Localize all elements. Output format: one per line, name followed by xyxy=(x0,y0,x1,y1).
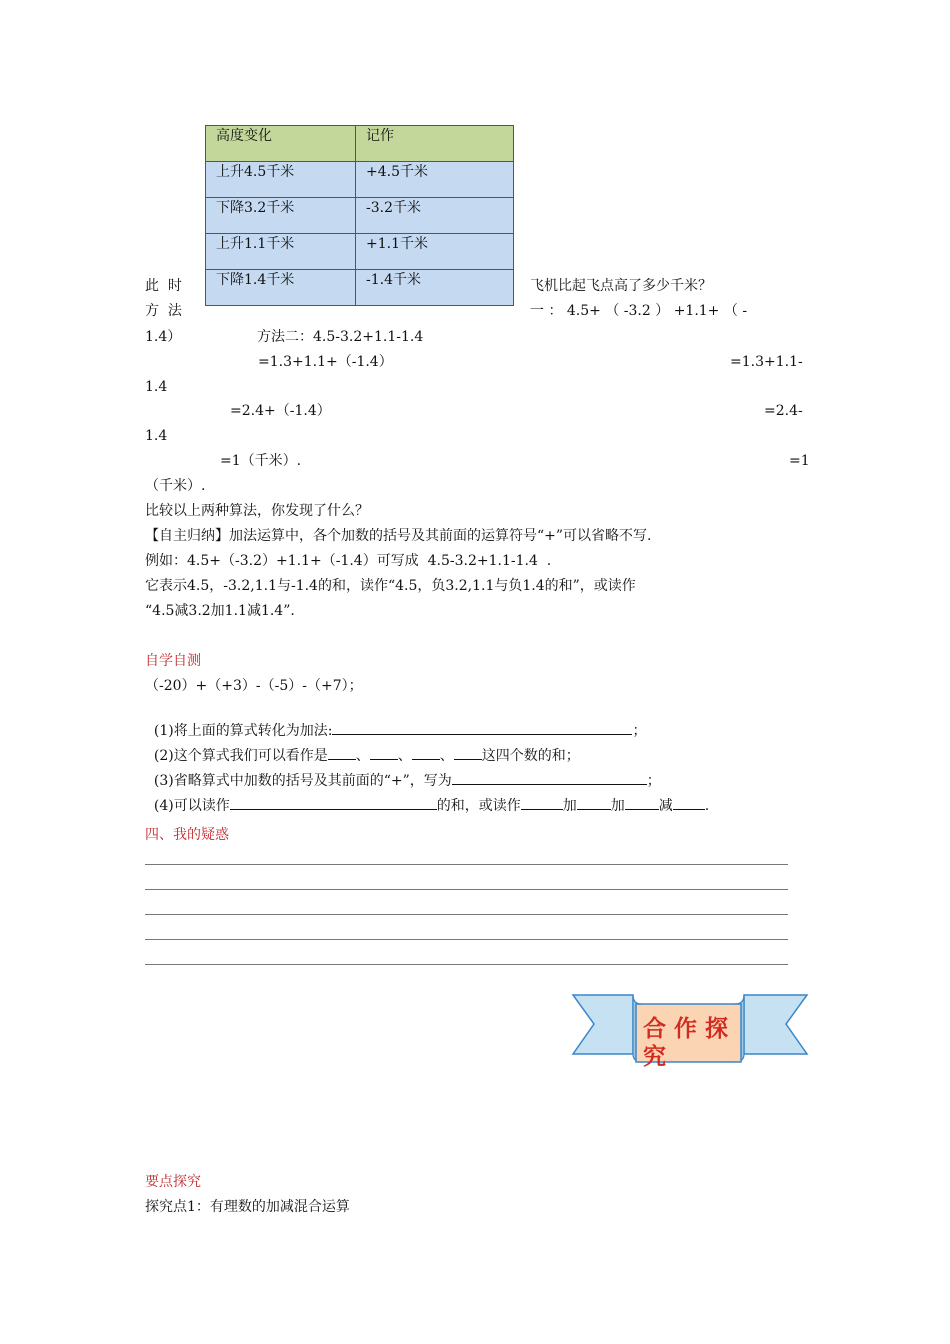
table-cell: 上升1.1千米 xyxy=(206,234,356,270)
table-cell: -1.4千米 xyxy=(356,270,514,306)
height-change-table xyxy=(205,125,514,306)
cooperation-banner xyxy=(570,992,810,1070)
q4-prompt: (4)可以读作 xyxy=(153,798,230,814)
question-right-1: 飞机比起飞点高了多少千米？ xyxy=(530,278,712,294)
selftest-expression: （-20）+（+3）-（-5）-（+7）； xyxy=(145,678,363,694)
q4-blank-4[interactable] xyxy=(625,795,659,810)
q1-prompt: (1)将上面的算式转化为加法: xyxy=(153,723,333,739)
calc-line: 1.4 xyxy=(145,428,168,444)
induction-text: 【自主归纳】加法运算中，各个加数的括号及其前面的运算符号“+”可以省略不写. xyxy=(145,528,652,544)
calc-line: 1.4） xyxy=(145,329,182,345)
table-row xyxy=(206,198,514,234)
doubt-line[interactable] xyxy=(145,889,788,890)
question-right-2: 一 ： 4.5+ （ -3.2 ） +1.1+ （ - xyxy=(530,303,748,319)
q4-minus-word: 减 xyxy=(658,798,673,814)
calc-line: =1 xyxy=(789,453,810,469)
calc-line: =2.4+（-1.4） xyxy=(230,403,331,419)
table-cell: 上升4.5千米 xyxy=(206,162,356,198)
q2-prompt: (2)这个算式我们可以看作是 xyxy=(153,748,328,764)
selftest-heading: 自学自测 xyxy=(145,653,201,669)
example-text: 例如：4.5+（-3.2）+1.1+（-1.4）可写成 4.5-3.2+1.1-1.4 . xyxy=(145,553,552,569)
doubt-line[interactable] xyxy=(145,939,788,940)
banner-text-1: 合 作 探 xyxy=(643,1016,729,1042)
q1-end: ； xyxy=(632,723,647,739)
calc-line: 1.4 xyxy=(145,379,168,395)
separator: 、 xyxy=(355,748,370,764)
table-row xyxy=(206,162,514,198)
calc-line: =1.3+1.1+（-1.4） xyxy=(258,354,393,370)
q4-plus-word: 加 xyxy=(610,798,625,814)
doubt-line[interactable] xyxy=(145,864,788,865)
doubts-heading: 四、我的疑惑 xyxy=(145,827,229,843)
table-cell: -3.2千米 xyxy=(356,198,514,234)
method-two-title: 方法二：4.5-3.2+1.1-1.4 xyxy=(257,329,424,345)
q4-plus-word: 加 xyxy=(562,798,577,814)
banner-text-2: 究 xyxy=(643,1044,666,1070)
q4-blank-5[interactable] xyxy=(673,795,705,810)
table-header-cell: 记作 xyxy=(356,126,514,162)
doubt-line[interactable] xyxy=(145,914,788,915)
table-cell: 下降1.4千米 xyxy=(206,270,356,306)
question-left-2: 方 法 xyxy=(145,303,182,319)
table-row xyxy=(206,234,514,270)
separator: 、 xyxy=(439,748,454,764)
q4-end: . xyxy=(704,798,710,814)
q3-end: ； xyxy=(646,773,661,789)
table-cell: +4.5千米 xyxy=(356,162,514,198)
q4-blank-3[interactable] xyxy=(577,795,611,810)
q4-mid: 的和，或读作 xyxy=(436,798,521,814)
calc-line: （千米）. xyxy=(145,478,206,494)
table-cell: +1.1千米 xyxy=(356,234,514,270)
separator: 、 xyxy=(397,748,412,764)
keypoint-1: 探究点1：有理数的加减混合运算 xyxy=(145,1199,350,1215)
calc-line: =1.3+1.1- xyxy=(730,354,803,370)
meaning-text: “4.5减3.2加1.1减1.4”. xyxy=(145,603,295,619)
doubt-line[interactable] xyxy=(145,964,788,965)
keypoints-heading: 要点探究 xyxy=(145,1174,201,1190)
table-row xyxy=(206,270,514,306)
q4-blank-1[interactable] xyxy=(230,795,437,810)
calc-line: =1（千米）. xyxy=(220,453,302,469)
question-left-1: 此 时 xyxy=(145,278,182,294)
selftest-q4 xyxy=(145,777,709,815)
ribbon-tail-left xyxy=(573,995,633,1054)
ribbon-tail-right xyxy=(744,995,807,1054)
meaning-text: 它表示4.5，-3.2,1.1与-1.4的和，读作“4.5，负3.2,1.1与负1.4的和”，或读作 xyxy=(145,578,636,594)
calc-line: =2.4- xyxy=(764,403,803,419)
q2-end: 这四个数的和； xyxy=(481,748,580,764)
table-header-cell: 高度变化 xyxy=(206,126,356,162)
table-cell: 下降3.2千米 xyxy=(206,198,356,234)
q3-prompt: (3)省略算式中加数的括号及其前面的“+”，写为 xyxy=(153,773,452,789)
q4-blank-2[interactable] xyxy=(521,795,563,810)
compare-question: 比较以上两种算法，你发现了什么？ xyxy=(145,503,369,519)
